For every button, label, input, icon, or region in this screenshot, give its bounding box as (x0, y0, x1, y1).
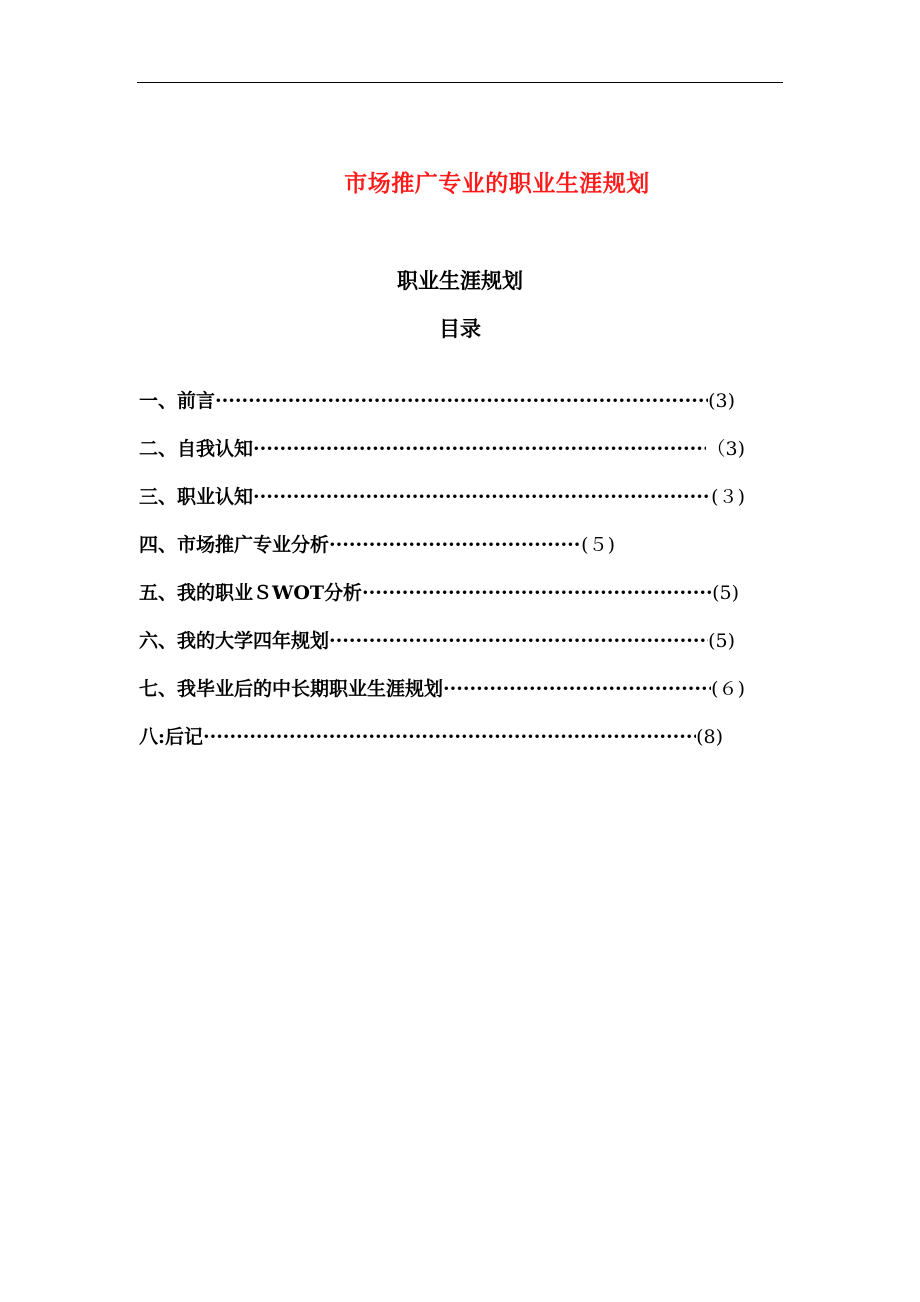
toc-entry-page: (５) (581, 534, 615, 556)
toc-entry-page: （3) (706, 438, 745, 460)
toc-entry-long-term-plan[interactable] (139, 674, 745, 704)
toc-entry-page: (６) (711, 678, 745, 700)
toc-entry-page: (8) (696, 726, 723, 748)
toc-entry-label: 五、我的职业ＳWOT分析 (139, 582, 363, 604)
toc-entry-label: 四、市场推广专业分析 (139, 534, 330, 556)
toc-entry-postscript[interactable] (139, 722, 723, 752)
toc-entry-page: (5) (712, 582, 739, 604)
toc-leader-dots (362, 578, 712, 608)
toc-entry-page: (5) (708, 630, 735, 652)
toc-entry-swot-analysis[interactable] (139, 578, 739, 608)
toc-entry-label: 八:后记 (139, 726, 204, 748)
toc-entry-page: (3) (708, 390, 735, 412)
toc-entry-label: 六、我的大学四年规划 (139, 630, 330, 652)
toc-leader-dots (329, 530, 581, 560)
toc-leader-dots (253, 482, 711, 512)
toc-entry-label: 七、我毕业后的中长期职业生涯规划 (139, 678, 444, 700)
toc-heading: 目录 (439, 316, 481, 341)
toc-entry-university-plan[interactable] (139, 626, 735, 656)
toc-entry-label: 三、职业认知 (139, 486, 254, 508)
document-title: 市场推广专业的职业生涯规划 (344, 170, 650, 197)
toc-entry-label: 一、前言 (139, 390, 216, 412)
toc-leader-dots (215, 386, 708, 416)
toc-entry-major-analysis[interactable] (139, 530, 615, 560)
toc-entry-preface[interactable] (139, 386, 735, 416)
toc-entry-career-awareness[interactable] (139, 482, 745, 512)
toc-entry-page: (３) (711, 486, 745, 508)
toc-entry-self-awareness[interactable] (139, 434, 745, 464)
toc-leader-dots (443, 674, 711, 704)
document-subtitle: 职业生涯规划 (397, 268, 523, 293)
toc-leader-dots (203, 722, 696, 752)
toc-entry-label: 二、自我认知 (139, 438, 254, 460)
header-rule (137, 82, 783, 83)
toc-leader-dots (329, 626, 708, 656)
toc-leader-dots (253, 434, 706, 464)
